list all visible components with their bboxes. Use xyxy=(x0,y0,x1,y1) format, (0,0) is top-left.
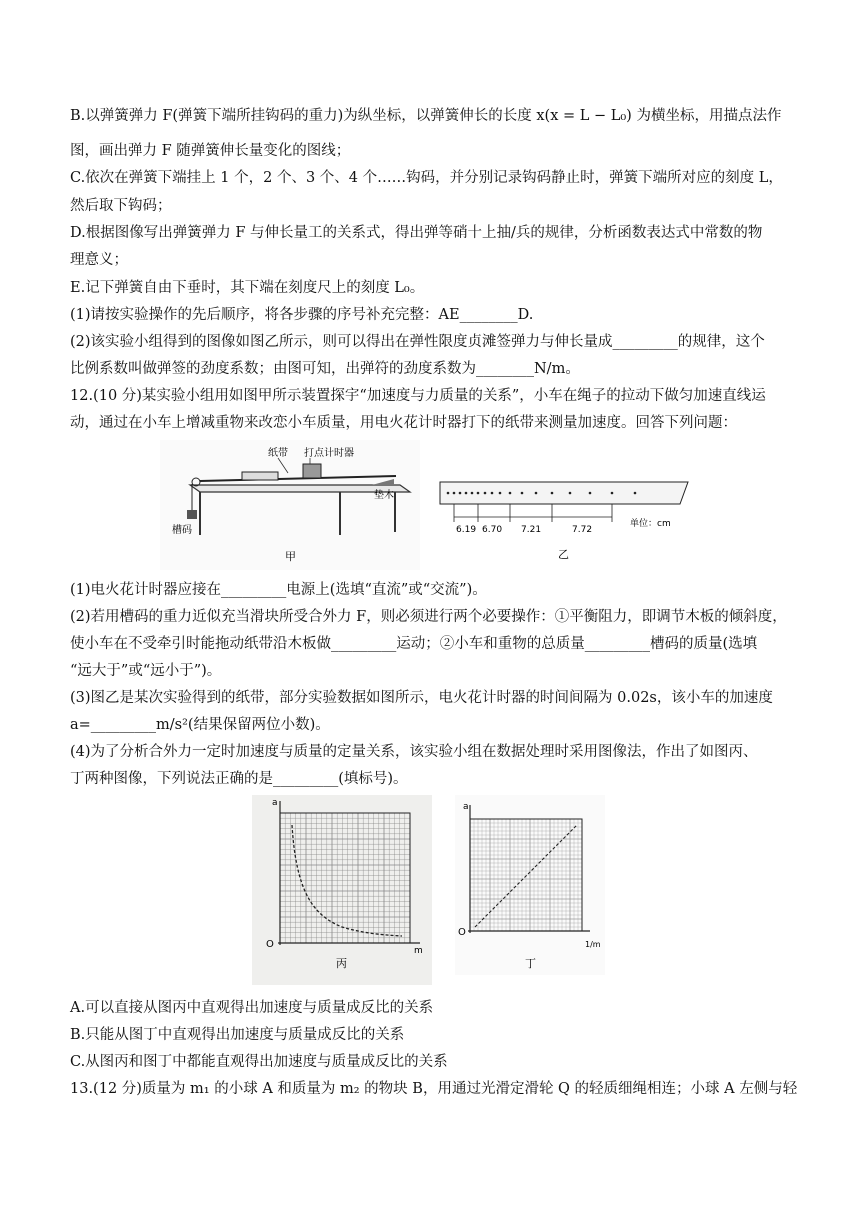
sub-4-line2: 丁两种图像，下列说法正确的是_________(填标号)。 xyxy=(70,771,408,787)
origin-bing: O xyxy=(266,939,274,950)
label-timer: 打点计时器 xyxy=(304,448,354,459)
step-c-line1: C.依次在弹簧下端挂上 1 个，2 个、3 个、4 个……钩码，并分别记录钩码静止时，弹簧下端所对应的刻度 L， xyxy=(70,170,783,186)
segment-4: 7.72 xyxy=(572,525,593,535)
y-label-ding: a xyxy=(463,802,469,812)
option-b: B.只能从图丁中直观得出加速度与质量成反比的关系 xyxy=(70,1027,405,1043)
step-c-line2: 然后取下钩码； xyxy=(70,198,172,214)
caption-bing: 丙 xyxy=(336,957,347,970)
figure-ding-a-vs-inverse-m xyxy=(455,795,605,975)
problem-13-line1: 13.(12 分)质量为 m₁ 的小球 A 和质量为 m₂ 的物块 B，用通过光滑定滑轮 Q 的轻质细绳相连；小球 A 左侧与轻 xyxy=(70,1081,798,1097)
segment-1: 6.19 xyxy=(456,525,477,535)
question-1: (1)请按实验操作的先后顺序，将各步骤的序号补充完整：AE________D. xyxy=(70,307,534,323)
sub-3-line1: (3)图乙是某次实验得到的纸带，部分实验数据如图所示，电火花计时器的时间间隔为 0.02s，该小车的加速度 xyxy=(70,690,773,706)
question-2-line2: 比例系数叫做弹签的劲度系数；由图可知，出弹符的劲度系数为________N/m。 xyxy=(70,361,580,377)
problem-12-line2: 动，通过在小车上增减重物来改恋小车质量，用电火花计时器打下的纸带来测量加速度。回答下列问题： xyxy=(70,415,737,431)
sub-3-line2: a=_________m/s²(结果保留两位小数)。 xyxy=(70,717,330,733)
figure-yi-paper-tape xyxy=(430,470,700,570)
option-a: A.可以直接从图丙中直观得出加速度与质量成反比的关系 xyxy=(70,1000,434,1016)
figure-jia-apparatus xyxy=(160,440,420,570)
step-d-line1: D.根据图像写出弹簧弹力 F 与伸长量工的关系式，得出弹等硝十上抽/兵的规律，分析函数表达式中常数的物 xyxy=(70,225,763,241)
y-label-bing: a xyxy=(272,798,278,808)
caption-jia: 甲 xyxy=(285,550,296,563)
caption-yi: 乙 xyxy=(558,548,569,561)
step-b-line2: 图，画出弹力 F 随弹簧伸长量变化的图线； xyxy=(70,143,351,159)
sub-4-line1: (4)为了分析合外力一定时加速度与质量的定量关系，该实验小组在数据处理时采用图像法，作出了如图丙、 xyxy=(70,744,758,760)
step-e: E.记下弹簧自由下垂时，其下端在刻度尺上的刻度 L₀。 xyxy=(70,280,425,296)
origin-ding: O xyxy=(458,927,466,938)
label-wedge: 垫木 xyxy=(374,490,394,501)
cart xyxy=(242,472,278,480)
x-label-bing: m xyxy=(414,946,423,956)
unit-label: 单位：cm xyxy=(630,519,671,529)
step-d-line2: 理意义； xyxy=(70,252,128,268)
question-2-line1: (2)该实验小组得到的图像如图乙所示，则可以得出在弹性限度贞滩签弹力与伸长量成_________的规律，这个 xyxy=(70,334,765,350)
sub-1: (1)电火花计时器应接在_________电源上(选填“直流”或“交流”)。 xyxy=(70,582,487,598)
step-b-line1: B.以弹簧弹力 F(弹簧下端所挂钩码的重力)为纵坐标，以弹簧伸长的长度 x(x = L − L₀) 为横坐标，用描点法作 xyxy=(70,108,782,124)
x-label-ding: 1/m xyxy=(585,940,601,949)
sub-2-line3: “远大于”或“远小于”)。 xyxy=(70,663,222,679)
option-c: C.从图丙和图丁中都能直观得出加速度与质量成反比的关系 xyxy=(70,1054,448,1070)
caption-ding: 丁 xyxy=(525,957,536,970)
figure-bing-a-vs-m xyxy=(252,795,432,985)
hook-weight xyxy=(187,510,197,519)
spark-timer xyxy=(303,464,321,478)
sub-2-line2: 使小车在不受牵引时能拖动纸带沿木板做_________运动；②小车和重物的总质量_________槽码的质量(选填 xyxy=(70,636,758,652)
label-paper-tape: 纸带 xyxy=(268,448,288,459)
sub-2-line1: (2)若用槽码的重力近似充当滑块所受合外力 F，则必须进行两个必要操作：①平衡阻力，即调节木板的倾斜度， xyxy=(70,609,787,625)
problem-12-line1: 12.(10 分)某实验小组用如图甲所示装置探宇“加速度与力质量的关系”，小车在绳子的拉动下做匀加速直线运 xyxy=(70,388,766,404)
segment-3: 7.21 xyxy=(521,525,542,535)
segment-2: 6.70 xyxy=(482,525,503,535)
label-weight: 槽码 xyxy=(172,525,192,536)
